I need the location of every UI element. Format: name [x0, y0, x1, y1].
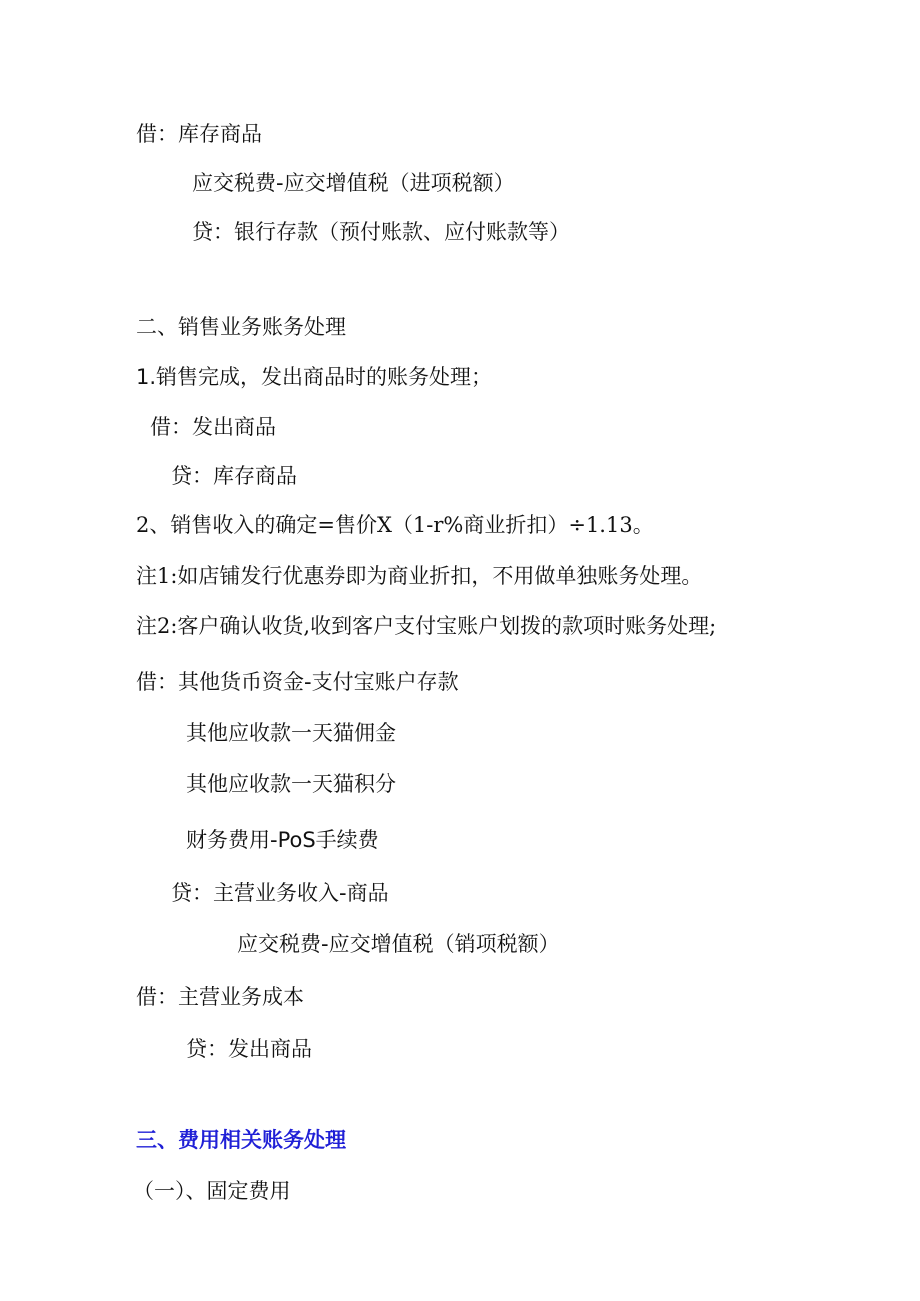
entry-debit-alipay-deposit: 借：其他货币资金-支付宝账户存款 [136, 670, 459, 694]
entry-pos-fee: 财务费用-PoS手续费 [186, 828, 379, 852]
entry-credit-goods-shipped: 贷：发出商品 [186, 1037, 312, 1061]
subsection-fixed-costs: （一）、固定费用 [133, 1179, 291, 1203]
entry-points-receivable: 其他应收款一天猫积分 [186, 772, 396, 796]
entry-debit-goods-shipped: 借：发出商品 [150, 415, 276, 439]
note-1: 注1:如店铺发行优惠券即为商业折扣，不用做单独账务处理。 [136, 564, 703, 588]
entry-credit-inventory: 贷：库存商品 [171, 464, 297, 488]
entry-input-vat: 应交税费-应交增值税（进项税额） [192, 171, 515, 195]
entry-commission-receivable: 其他应收款一天猫佣金 [186, 721, 396, 745]
note-2: 注2:客户确认收货,收到客户支付宝账户划拨的款项时账务处理; [136, 614, 717, 638]
entry-output-vat: 应交税费-应交增值税（销项税额） [237, 932, 560, 956]
sales-step-1: 1.销售完成，发出商品时的账务处理； [136, 365, 493, 389]
entry-debit-inventory: 借：库存商品 [136, 122, 262, 146]
entry-debit-main-cost: 借：主营业务成本 [136, 985, 304, 1009]
entry-credit-bank-deposit: 贷：银行存款（预付账款、应付账款等） [192, 220, 570, 244]
section-heading-expenses: 三、费用相关账务处理 [136, 1128, 346, 1152]
entry-credit-main-revenue: 贷：主营业务收入-商品 [171, 881, 389, 905]
sales-revenue-formula: 2、销售收入的确定=售价X（1-r%商业折扣）÷1.13。 [136, 513, 654, 537]
section-heading-sales: 二、销售业务账务处理 [136, 315, 346, 339]
